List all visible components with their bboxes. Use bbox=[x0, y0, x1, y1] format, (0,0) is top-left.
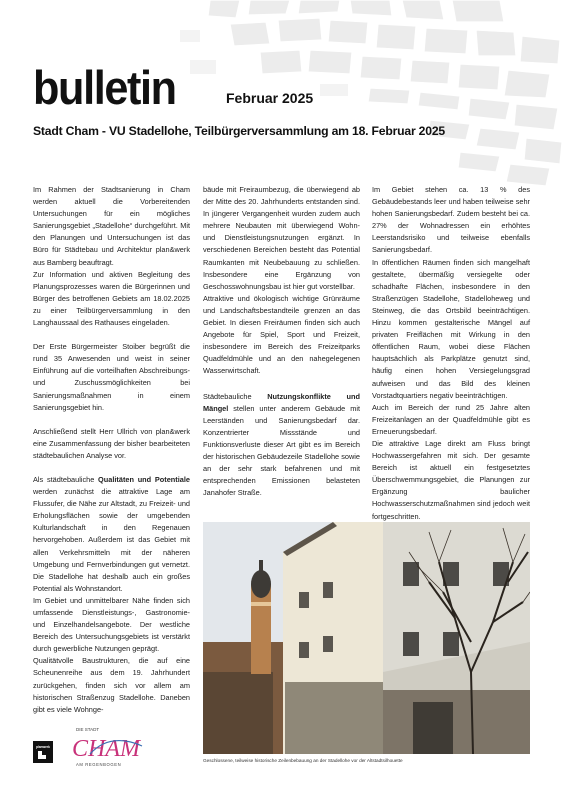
paragraph: Städtebauliche Nutzungskonflikte und Mängel stellen unter anderem Gebäude mit Leerständen und Sanierungsbedarf dar. Konzentrierter Missstände und Funktionsverluste dieser Art gibt es im Bereich der historischen Gebäudezeile Stadellohe sowie an der sehr stark befahrenen und mit entsprechenden Emissionen belasteten Janahofer Straße. bbox=[203, 391, 360, 498]
paragraph: Anschließend stellt Herr Ullrich von plan&werk eine Zusammenfassung der bisher bearbeiteten städtebaulichen Analyse vor. bbox=[33, 426, 190, 460]
paragraph: Als städtebauliche Qualitäten und Potentiale werden zunächst die attraktive Lage am Flussufer, die Nähe zur Altstadt, zu Freizeit- und Erholungsflächen sowie der umgebenden Kulturlandschaft in den Regenauen hervorgehoben. Außerdem ist das Gebiet mit allen Verkehrsmitteln mit der näheren Umgebung und Fernverbindungen gut vernetzt. Die Stadellohe hat deshalb auch ein großes Potential als Wohnstandort. bbox=[33, 474, 190, 593]
photo-illustration bbox=[203, 522, 530, 754]
photo-caption: Geschlossene, teilweise historische Zeilenbebauung an der Stadellohe vor der Altstadtsilhouette bbox=[203, 758, 403, 763]
paragraph: Im Gebiet stehen ca. 13 % des Gebäudebestands leer und haben teilweise sehr hohen Sanierungsbedarf. Zudem besteht bei ca. 27% der Wohnadressen ein erhöhtes Leerstandsrisiko und teilweise ebenfalls Sanierungsbedarf. bbox=[372, 185, 530, 255]
bold-term: Nutzungskonflikte und Mängel bbox=[203, 391, 360, 413]
publication-title: bulletin bbox=[33, 61, 176, 114]
cham-logo-wordmark: CHAM bbox=[72, 736, 140, 762]
planwerk-logo-text: planwerk bbox=[36, 745, 50, 749]
paragraph: Attraktive und ökologisch wichtige Grünräume und Landschaftsbestandteile grenzen an das Gebiet. In diesen Freiräumen finden sich auch Angebote für Spiel, Sport und Freizeit, insbesondere im Bereich des Freizeitparks Quadfeldmühle und an den nahegelegenen Wasserwirtschaft. bbox=[203, 293, 360, 376]
bold-term: Qualitäten und Potentiale bbox=[98, 474, 190, 484]
article-headline: Stadt Cham - VU Stadellohe, Teilbürgerversammlung am 18. Februar 2025 bbox=[33, 124, 445, 138]
issue-date: Februar 2025 bbox=[226, 90, 314, 106]
paragraph: Die attraktive Lage direkt am Fluss bringt Hochwassergefahren mit sich. Der gesamte Bereich ist aktuell ein festgesetztes Überschwemmungsgebiet, die Planungen zur Ergänzung baulicher Hochwasserschutzmaßnahmen sind jedoch weit fortgeschritten. bbox=[372, 438, 530, 521]
street-photo bbox=[203, 522, 530, 754]
paragraph: Im Rahmen der Stadtsanierung in Cham werden aktuell die Vorbereitenden Untersuchungen für ein mögliches Sanierungsgebiet „Stadellohe“ durchgeführt. Mit den Planungen und Untersuchungen ist das Büro für Städtebau und Architektur plan&werk aus Bamberg beauftragt. bbox=[33, 185, 190, 267]
text-column-1 bbox=[33, 184, 190, 716]
paragraph: Qualitätvolle Baustrukturen, die auf eine Scheunenreihe aus dem 19. Jahrhundert zurückgehen, finden sich vor allem am historischen Straßenzug Stadellohe. Daneben gibt es viele Wohnge- bbox=[33, 656, 190, 714]
cham-logo-top: DIE STADT bbox=[76, 727, 100, 732]
cham-city-logo bbox=[70, 724, 150, 770]
paragraph: In öffentlichen Räumen finden sich mangelhaft gestaltete, übermäßig versiegelte oder schadhafte Flächen, insbesondere in den Straßenzügen Stadellohe, Stadelloheweg und Steinweg, die das Ortsbild beeinträchtigen. Hinzu kommen gestalterische Mängel auf privaten Freiflächen mit Wirkung in den öffentlichen Raum, wobei diese Flächen hauptsächlich als Parkplätze genutzt sind, häufig einen hohen Versiegelungsgrad aufweisen und das Bild des kleinen Vorstadtquartiers negativ beeinträchtigen. bbox=[372, 257, 530, 400]
planwerk-logo bbox=[33, 741, 53, 763]
paragraph: Zur Information und aktiven Begleitung des Planungsprozesses waren die Bürgerinnen und Bürger des betroffenen Gebiets am 18.02.2025 zu einer Teilbürgerversammlung in den Langhaussaal des Rathauses eingeladen. bbox=[33, 269, 190, 328]
text-column-3 bbox=[372, 184, 530, 523]
paragraph: Auch im Bereich der rund 25 Jahre alten Freizeitanlagen an der Quadfeldmühle gibt es Erneuerungsbedarf. bbox=[372, 402, 530, 436]
paragraph: Im Gebiet und unmittelbarer Nähe finden sich umfassende Dienstleistungs-, Gastronomie- und Einzelhandelsangebote. Der westliche Bereich des Untersuchungsgebiets ist verstärkt durch gewerbliche Nutzungen geprägt. bbox=[33, 595, 190, 654]
paragraph: bäude mit Freiraumbezug, die überwiegend ab der Mitte des 20. Jahrhunderts entstanden sind. In jüngerer Vergangenheit wurden zudem auch mehrere Neubauten mit überwiegend Wohn- und Dienstleistungsnutzungen ergänzt. In verschiedenen Bereichen besteht das Potential Raumkanten mit Neubebauung zu schließen. Insbesondere eine Ergänzung von Geschosswohnungsbau ist hier gut vorstellbar. bbox=[203, 185, 360, 291]
cham-logo-bottom: AM REGENBOGEN bbox=[76, 762, 122, 767]
text-column-2 bbox=[203, 184, 360, 499]
paragraph: Der Erste Bürgermeister Stoiber begrüßt die rund 35 Anwesenden und weist in seiner Einführung auf die vorteilhaften Abschreibungs- und Zuschussmöglichkeiten bei Sanierungsmaßnahmen in einem Sanierungsgebiet hin. bbox=[33, 342, 190, 412]
